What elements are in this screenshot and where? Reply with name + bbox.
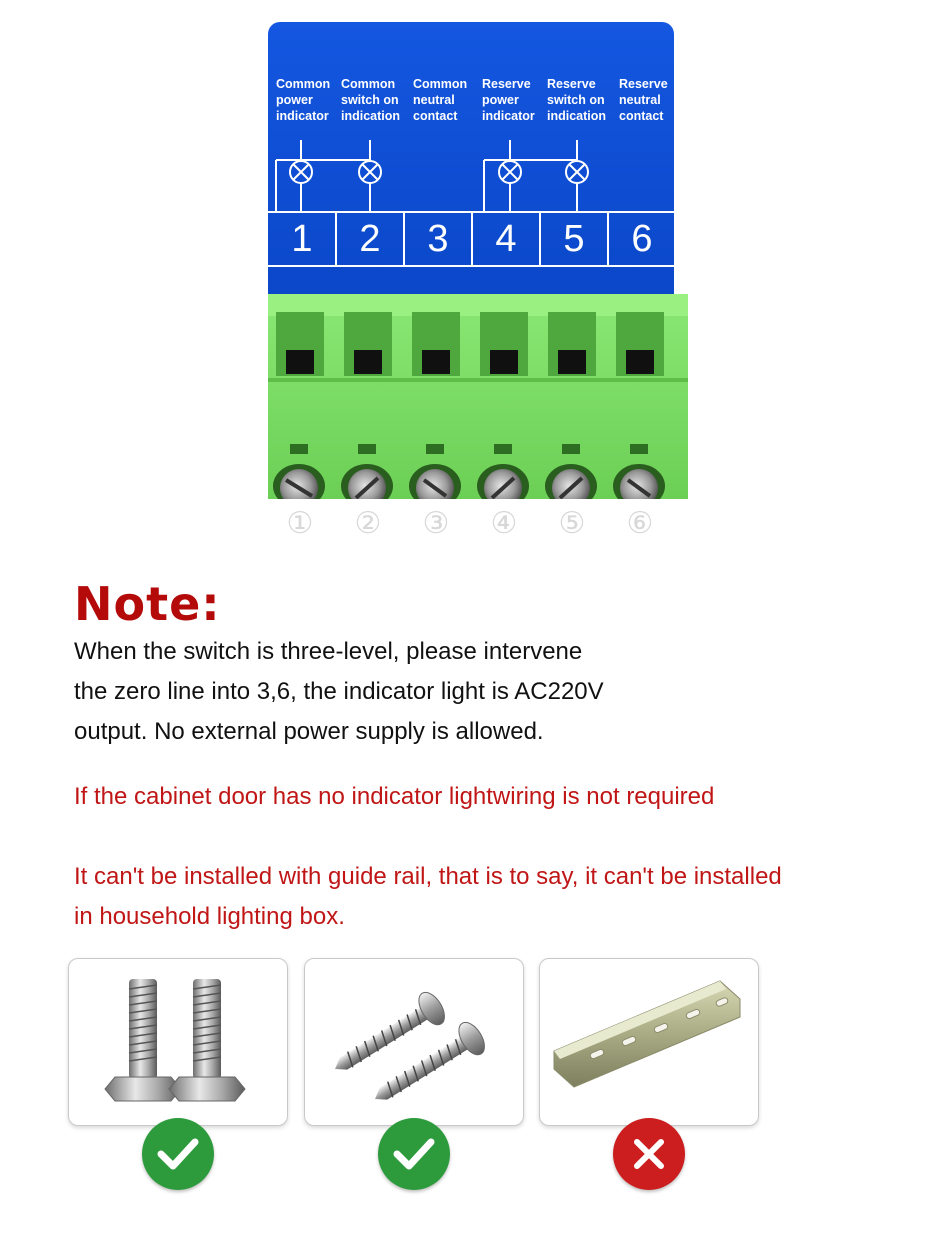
warning-guide-rail-line-2: in household lighting box. <box>74 903 345 930</box>
circled-number-2: ② <box>354 507 382 540</box>
terminal-number-1: 1 <box>291 218 313 260</box>
terminal-label-6: Reserve neutral contact <box>619 77 668 123</box>
terminal-number-3: 3 <box>427 218 449 260</box>
circled-number-6: ⑥ <box>626 507 654 540</box>
warning-guide-rail-line-1: It can't be installed with guide rail, that is to say, it can't be installed <box>74 863 782 890</box>
note-line-2: the zero line into 3,6, the indicator light is AC220V <box>74 678 604 705</box>
terminal-number-5: 5 <box>563 218 585 260</box>
circled-number-4: ④ <box>490 507 518 540</box>
hex-bolt-icon <box>69 959 287 1125</box>
terminal-number-6: 6 <box>631 218 653 260</box>
hex-bolt-card <box>68 958 288 1126</box>
terminal-numbers <box>268 214 674 264</box>
note-title: Note: <box>74 577 221 631</box>
terminal-circled-numbers <box>268 506 674 546</box>
terminal-label-5: Reserve switch on indication <box>547 77 607 123</box>
circled-number-1: ① <box>286 507 314 540</box>
circled-number-3: ③ <box>422 507 450 540</box>
indicator-lamp-icon <box>290 161 588 183</box>
terminal-label-3: Common neutral contact <box>413 77 468 123</box>
note-body <box>74 632 694 752</box>
note-line-1: When the switch is three-level, please intervene <box>74 638 583 665</box>
self-tapping-screw-icon <box>305 959 523 1125</box>
check-icon <box>142 1118 214 1190</box>
self-tapping-screw-card <box>304 958 524 1126</box>
note-line-3: output. No external power supply is allowed. <box>74 718 544 745</box>
terminal-label-2: Common switch on indication <box>341 77 401 123</box>
circled-number-5: ⑤ <box>558 507 586 540</box>
terminal-label-4: Reserve power indicator <box>482 77 535 123</box>
terminal-number-4: 4 <box>495 218 517 260</box>
green-terminal-block <box>268 294 688 499</box>
din-rail-icon <box>540 959 758 1125</box>
check-icon <box>378 1118 450 1190</box>
warning-indicator-wiring: If the cabinet door has no indicator lightwiring is not required <box>74 783 715 810</box>
cross-icon <box>613 1118 685 1190</box>
terminal-number-2: 2 <box>359 218 381 260</box>
terminal-diagram <box>268 22 674 552</box>
terminal-label-1: Common power indicator <box>276 77 331 123</box>
din-rail-card <box>539 958 759 1126</box>
